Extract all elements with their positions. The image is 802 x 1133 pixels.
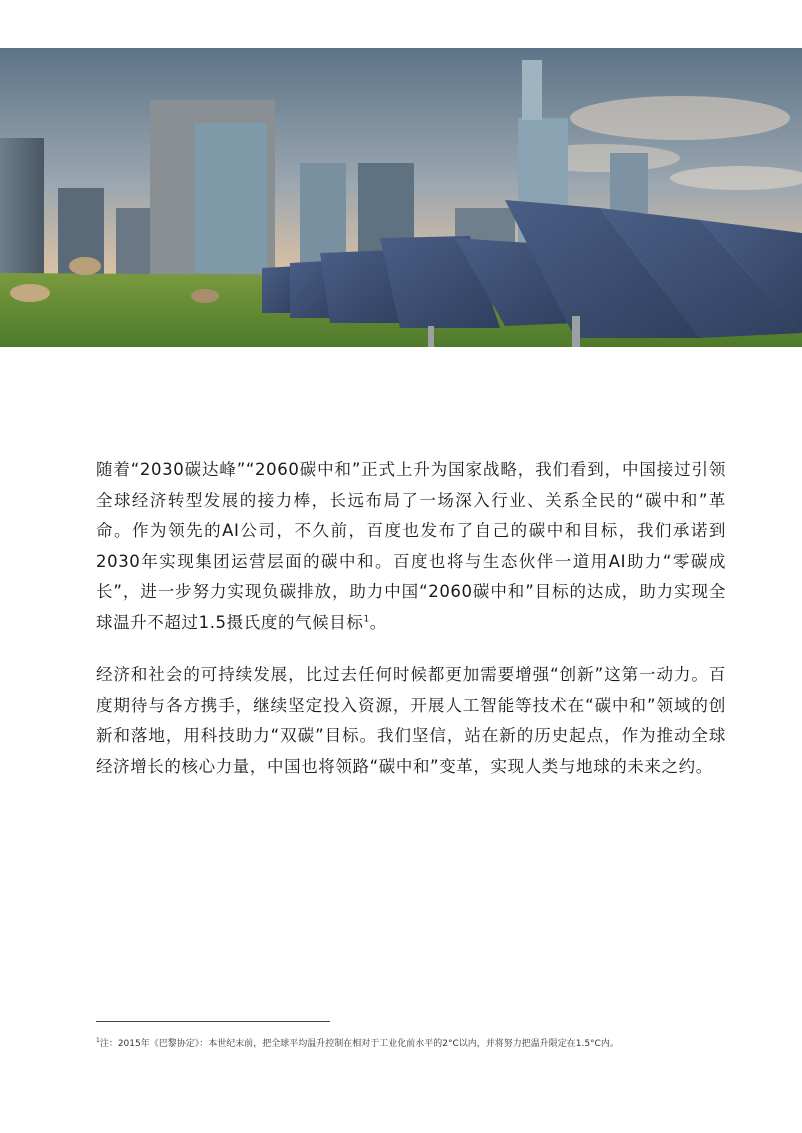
- paragraph-1-text: 随着“2030碳达峰”“2060碳中和”正式上升为国家战略，我们看到，中国接过引领全球经济转型发展的接力棒，长远布局了一场深入行业、关系全民的“碳中和”革命。作为领先的AI公司，不久前，百度也发布了自己的碳中和目标，我们承诺到2030年实现集团运营层面的碳中和。百度也将与生态伙伴一道用AI助力“零碳成长”，进一步努力实现负碳排放，助力中国“2060碳中和”目标的达成，助力实现全球温升不超过1.5摄氏度的气候目标: [96, 460, 726, 632]
- footnote-marker: 1: [96, 1037, 100, 1044]
- paragraph-1-end: 。: [369, 612, 387, 632]
- paragraph-1: [96, 455, 726, 638]
- hero-illustration: [0, 48, 802, 347]
- paragraph-2: 经济和社会的可持续发展，比过去任何时候都更加需要增强“创新”这第一动力。百度期待与各方携手，继续坚定投入资源，开展人工智能等技术在“碳中和”领域的创新和落地，用科技助力“双碳”目标。我们坚信，站在新的历史起点，作为推动全球经济增长的核心力量，中国也将领路“碳中和”变革，实现人类与地球的未来之约。: [96, 665, 726, 776]
- footnote: [96, 1038, 716, 1050]
- main-content: [96, 455, 726, 804]
- hero-image: [0, 48, 802, 347]
- footnote-divider: [96, 1021, 330, 1022]
- footnote-reference[interactable]: 1: [363, 614, 370, 624]
- footnote-text: 注：2015年《巴黎协定》：本世纪末前，把全球平均温升控制在相对于工业化前水平的2°C以内，并将努力把温升限定在1.5°C内。: [99, 1039, 619, 1049]
